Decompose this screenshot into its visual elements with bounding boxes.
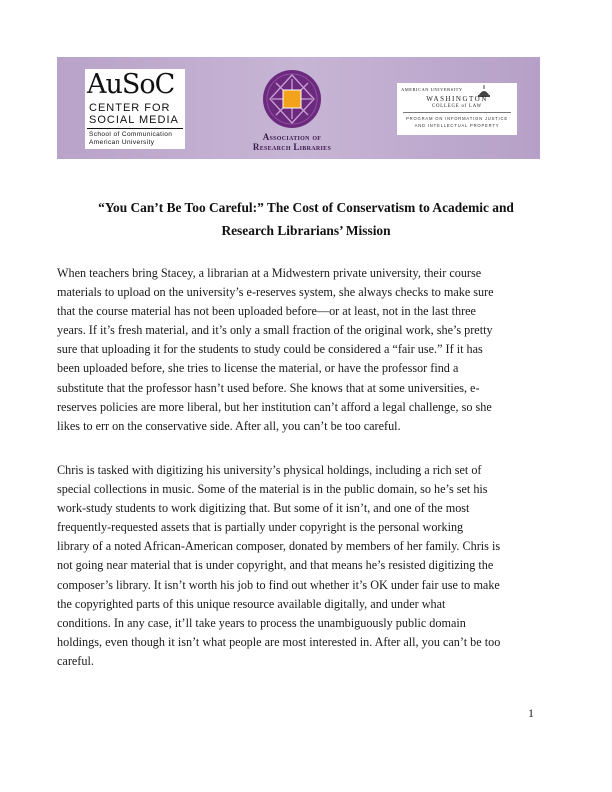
text-line: conditions. In any case, it’ll take years to process the unambiguously public domain xyxy=(57,615,466,630)
wcl-college: COLLEGE of LAW xyxy=(432,104,482,109)
title-line2: Research Librarians’ Mission xyxy=(221,223,391,238)
text-line: materials to upload on the university’s e-reserves system, she always checks to make sure xyxy=(57,285,494,300)
text-line: likes to err on the conservative side. After all, you can’t be too careful. xyxy=(57,418,401,433)
page-number: 1 xyxy=(528,706,534,720)
wcl-program-line1: PROGRAM ON INFORMATION JUSTICE xyxy=(406,116,508,121)
title-line1: “You Can’t Be Too Careful:” The Cost of Conservatism to Academic and xyxy=(98,200,514,215)
text-line: holdings, even though it isn’t what people are most interested in. After all, you can’t be too xyxy=(57,634,501,649)
arl-name xyxy=(237,132,347,152)
wcl-university: AMERICAN UNIVERSITY xyxy=(401,87,463,92)
text-line: Chris is tasked with digitizing his university’s physical holdings, including a rich set of xyxy=(57,463,482,477)
text-line: been uploaded before, she tries to license the material, or have the professor find a xyxy=(57,361,459,376)
text-line: not going near material that is under copyright, and that means he’s resisted digitizing the xyxy=(57,558,494,573)
asoc-name-line1: CENTER FOR xyxy=(89,102,171,114)
text-line: library of a noted African-American composer, donated by members of her family. Chris is xyxy=(57,539,501,554)
text-line: substitute that the professor hasn’t used before. She knows that at some universities, e- xyxy=(57,380,480,395)
text-line: sure that uploading it for the students to study could be considered a “fair use.” If it has xyxy=(57,342,483,357)
paragraph-2 xyxy=(57,461,557,671)
asoc-logo xyxy=(85,69,185,149)
asoc-name-line2: SOCIAL MEDIA xyxy=(89,114,179,126)
text-line: years. If it’s fresh material, and it’s only a small fraction of the original work, she’s pretty xyxy=(57,323,493,338)
asoc-divider xyxy=(87,128,183,129)
text-line: work-study students to work digitizing that. But some of it isn’t, and one of the most xyxy=(57,501,470,516)
arl-name-line1: Association of xyxy=(262,132,322,142)
asoc-school-line1: School of Communication xyxy=(89,131,173,138)
text-line: composer’s library. It isn’t worth his job to find out whether it’s OK under fair use to make xyxy=(57,577,500,592)
text-line: the copyrighted parts of this unique resource available digitally, and under what xyxy=(57,596,446,611)
asoc-school-line2: American University xyxy=(89,139,155,146)
wcl-divider xyxy=(403,112,511,113)
document-title xyxy=(57,196,555,242)
arl-emblem-icon xyxy=(262,69,322,129)
wcl-program-line2: AND INTELLECTUAL PROPERTY xyxy=(414,123,500,128)
wcl-logo xyxy=(397,83,517,135)
text-line: reserves policies are more liberal, but her institution can’t afford a legal challenge, so she xyxy=(57,399,492,414)
text-line: that the course material has not been uploaded before—or at least, not in the last three xyxy=(57,304,476,319)
asoc-mark: AuSoC xyxy=(87,69,175,100)
text-line: When teachers bring Stacey, a librarian at a Midwestern private university, their course xyxy=(57,266,482,280)
text-line: careful. xyxy=(57,653,94,668)
wcl-name: WASHINGTON xyxy=(426,95,488,103)
arl-name-line2: Research Libraries xyxy=(252,142,332,152)
paragraph-1 xyxy=(57,264,557,436)
text-line: frequently-requested assets that is partially under copyright is the personal working xyxy=(57,520,464,535)
header-banner xyxy=(57,57,540,159)
text-line: special collections in music. Some of the material is in the public domain, so he’s set his xyxy=(57,482,488,497)
